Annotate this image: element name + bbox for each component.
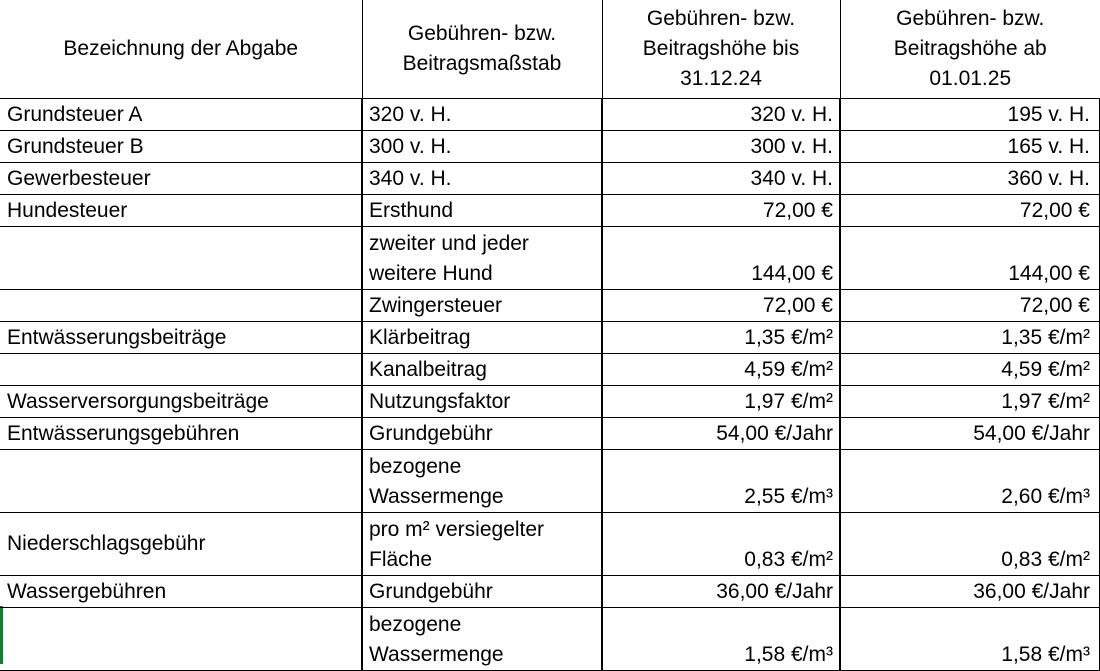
cell-fee-scale[interactable] bbox=[362, 386, 602, 418]
cell-rate-until-2024[interactable]: 340 v. H. bbox=[602, 163, 840, 195]
cell-scale-line: bezogene bbox=[369, 455, 462, 478]
cell-fee-scale[interactable] bbox=[362, 322, 602, 354]
cell-fee-name[interactable]: Niederschlagsgebühr bbox=[0, 513, 362, 576]
cell-rate-from-2025[interactable]: 0,83 €/m² bbox=[840, 513, 1100, 576]
header-cell-new-rate[interactable] bbox=[840, 0, 1100, 99]
table-row bbox=[0, 290, 1100, 322]
cell-fee-name[interactable]: Wasserversorgungsbeiträge bbox=[0, 386, 362, 418]
table-row bbox=[0, 227, 1100, 290]
header-scale-line: Gebühren- bzw. bbox=[407, 22, 557, 45]
cell-rate-from-2025[interactable]: 1,35 €/m² bbox=[840, 322, 1100, 354]
cell-fee-scale[interactable] bbox=[362, 227, 602, 290]
cell-scale-line: Wassermenge bbox=[369, 643, 504, 666]
cell-scale-line: Zwingersteuer bbox=[369, 294, 503, 317]
cell-scale-line: Ersthund bbox=[369, 199, 454, 222]
cell-rate-until-2024[interactable]: 72,00 € bbox=[602, 195, 840, 227]
cell-fee-scale[interactable] bbox=[362, 418, 602, 450]
cell-scale-line: Fläche bbox=[369, 548, 433, 571]
header-name-text: Bezeichnung der Abgabe bbox=[63, 37, 299, 60]
cell-fee-name[interactable] bbox=[0, 354, 362, 386]
cell-scale-line: Grundgebühr bbox=[369, 422, 493, 445]
cell-scale-line: Wassermenge bbox=[369, 485, 504, 508]
cell-scale-line: zweiter und jeder bbox=[369, 232, 529, 255]
cell-fee-name[interactable]: Entwässerungsgebühren bbox=[0, 418, 362, 450]
cell-scale-line: Grundgebühr bbox=[369, 580, 493, 603]
cell-rate-from-2025[interactable]: 54,00 €/Jahr bbox=[840, 418, 1100, 450]
cell-fee-scale[interactable] bbox=[362, 354, 602, 386]
cell-rate-until-2024[interactable]: 1,35 €/m² bbox=[602, 322, 840, 354]
cell-fee-scale[interactable] bbox=[362, 131, 602, 163]
cell-scale-line: Klärbeitrag bbox=[369, 326, 471, 349]
cell-rate-until-2024[interactable]: 2,55 €/m³ bbox=[602, 450, 840, 513]
cell-rate-from-2025[interactable]: 36,00 €/Jahr bbox=[840, 576, 1100, 608]
table-row bbox=[0, 418, 1100, 450]
cell-rate-until-2024[interactable]: 300 v. H. bbox=[602, 131, 840, 163]
cell-fee-name[interactable]: Wassergebühren bbox=[0, 576, 362, 608]
cell-scale-line: 300 v. H. bbox=[369, 135, 452, 158]
cell-fee-scale[interactable] bbox=[362, 163, 602, 195]
cell-fee-scale[interactable] bbox=[362, 608, 602, 671]
table-row bbox=[0, 608, 1100, 671]
header-cell-scale[interactable] bbox=[362, 0, 602, 99]
cell-scale-line: bezogene bbox=[369, 613, 462, 636]
cell-scale-line: weitere Hund bbox=[369, 262, 493, 285]
cell-fee-name[interactable]: Entwässerungsbeiträge bbox=[0, 322, 362, 354]
cell-fee-scale[interactable] bbox=[362, 450, 602, 513]
header-new-line: Gebühren- bzw. bbox=[896, 7, 1045, 30]
table-row bbox=[0, 195, 1100, 227]
header-cell-old-rate[interactable] bbox=[602, 0, 840, 99]
cell-rate-until-2024[interactable]: 4,59 €/m² bbox=[602, 354, 840, 386]
cell-rate-until-2024[interactable]: 0,83 €/m² bbox=[602, 513, 840, 576]
header-old-line: Beitragshöhe bis bbox=[642, 37, 800, 60]
cell-rate-from-2025[interactable]: 72,00 € bbox=[840, 195, 1100, 227]
cell-rate-until-2024[interactable]: 1,97 €/m² bbox=[602, 386, 840, 418]
cell-scale-line: Nutzungsfaktor bbox=[369, 390, 511, 413]
cell-fee-name[interactable]: Gewerbesteuer bbox=[0, 163, 362, 195]
cell-fee-scale[interactable] bbox=[362, 513, 602, 576]
cell-fee-name[interactable] bbox=[0, 227, 362, 290]
cell-fee-scale[interactable] bbox=[362, 99, 602, 131]
table-row bbox=[0, 99, 1100, 131]
cell-scale-line: Kanalbeitrag bbox=[369, 358, 487, 381]
header-new-line: Beitragshöhe ab bbox=[893, 37, 1047, 60]
cell-scale-line: 340 v. H. bbox=[369, 167, 452, 190]
cell-fee-scale[interactable] bbox=[362, 576, 602, 608]
header-row bbox=[0, 0, 1100, 99]
table-row bbox=[0, 163, 1100, 195]
cell-rate-until-2024[interactable]: 72,00 € bbox=[602, 290, 840, 322]
cell-rate-from-2025[interactable]: 195 v. H. bbox=[840, 99, 1100, 131]
table-row bbox=[0, 450, 1100, 513]
header-scale-line: Beitragsmaßstab bbox=[402, 52, 562, 75]
table-row bbox=[0, 354, 1100, 386]
cell-fee-name[interactable]: Hundesteuer bbox=[0, 195, 362, 227]
cell-scale-line: pro m² versiegelter bbox=[369, 518, 545, 541]
header-old-line: Gebühren- bzw. bbox=[646, 7, 796, 30]
cell-rate-until-2024[interactable]: 1,58 €/m³ bbox=[602, 608, 840, 671]
header-new-line: 01.01.25 bbox=[929, 67, 1012, 90]
cell-rate-from-2025[interactable]: 1,58 €/m³ bbox=[840, 608, 1100, 671]
cell-rate-until-2024[interactable]: 144,00 € bbox=[602, 227, 840, 290]
cell-fee-name[interactable] bbox=[0, 290, 362, 322]
cell-rate-until-2024[interactable]: 54,00 €/Jahr bbox=[602, 418, 840, 450]
cell-fee-name[interactable] bbox=[0, 608, 362, 671]
header-old-line: 31.12.24 bbox=[680, 67, 762, 90]
cell-fee-scale[interactable] bbox=[362, 290, 602, 322]
cell-rate-from-2025[interactable]: 4,59 €/m² bbox=[840, 354, 1100, 386]
cell-rate-from-2025[interactable]: 1,97 €/m² bbox=[840, 386, 1100, 418]
fee-rows bbox=[0, 99, 1100, 671]
table-row bbox=[0, 131, 1100, 163]
table-row bbox=[0, 386, 1100, 418]
cell-fee-name[interactable] bbox=[0, 450, 362, 513]
table-row bbox=[0, 322, 1100, 354]
cell-rate-from-2025[interactable]: 2,60 €/m³ bbox=[840, 450, 1100, 513]
header-cell-name[interactable] bbox=[0, 0, 362, 99]
table-row bbox=[0, 513, 1100, 576]
table-row bbox=[0, 576, 1100, 608]
cell-fee-name[interactable]: Grundsteuer B bbox=[0, 131, 362, 163]
cell-fee-name[interactable]: Grundsteuer A bbox=[0, 99, 362, 131]
cell-fee-scale[interactable] bbox=[362, 195, 602, 227]
cell-scale-line: 320 v. H. bbox=[369, 103, 452, 126]
cell-rate-from-2025[interactable]: 144,00 € bbox=[840, 227, 1100, 290]
cell-rate-until-2024[interactable]: 36,00 €/Jahr bbox=[602, 576, 840, 608]
cell-rate-from-2025[interactable]: 165 v. H. bbox=[840, 131, 1100, 163]
cell-rate-until-2024[interactable]: 320 v. H. bbox=[602, 99, 840, 131]
cell-rate-from-2025[interactable]: 72,00 € bbox=[840, 290, 1100, 322]
cell-rate-from-2025[interactable]: 360 v. H. bbox=[840, 163, 1100, 195]
